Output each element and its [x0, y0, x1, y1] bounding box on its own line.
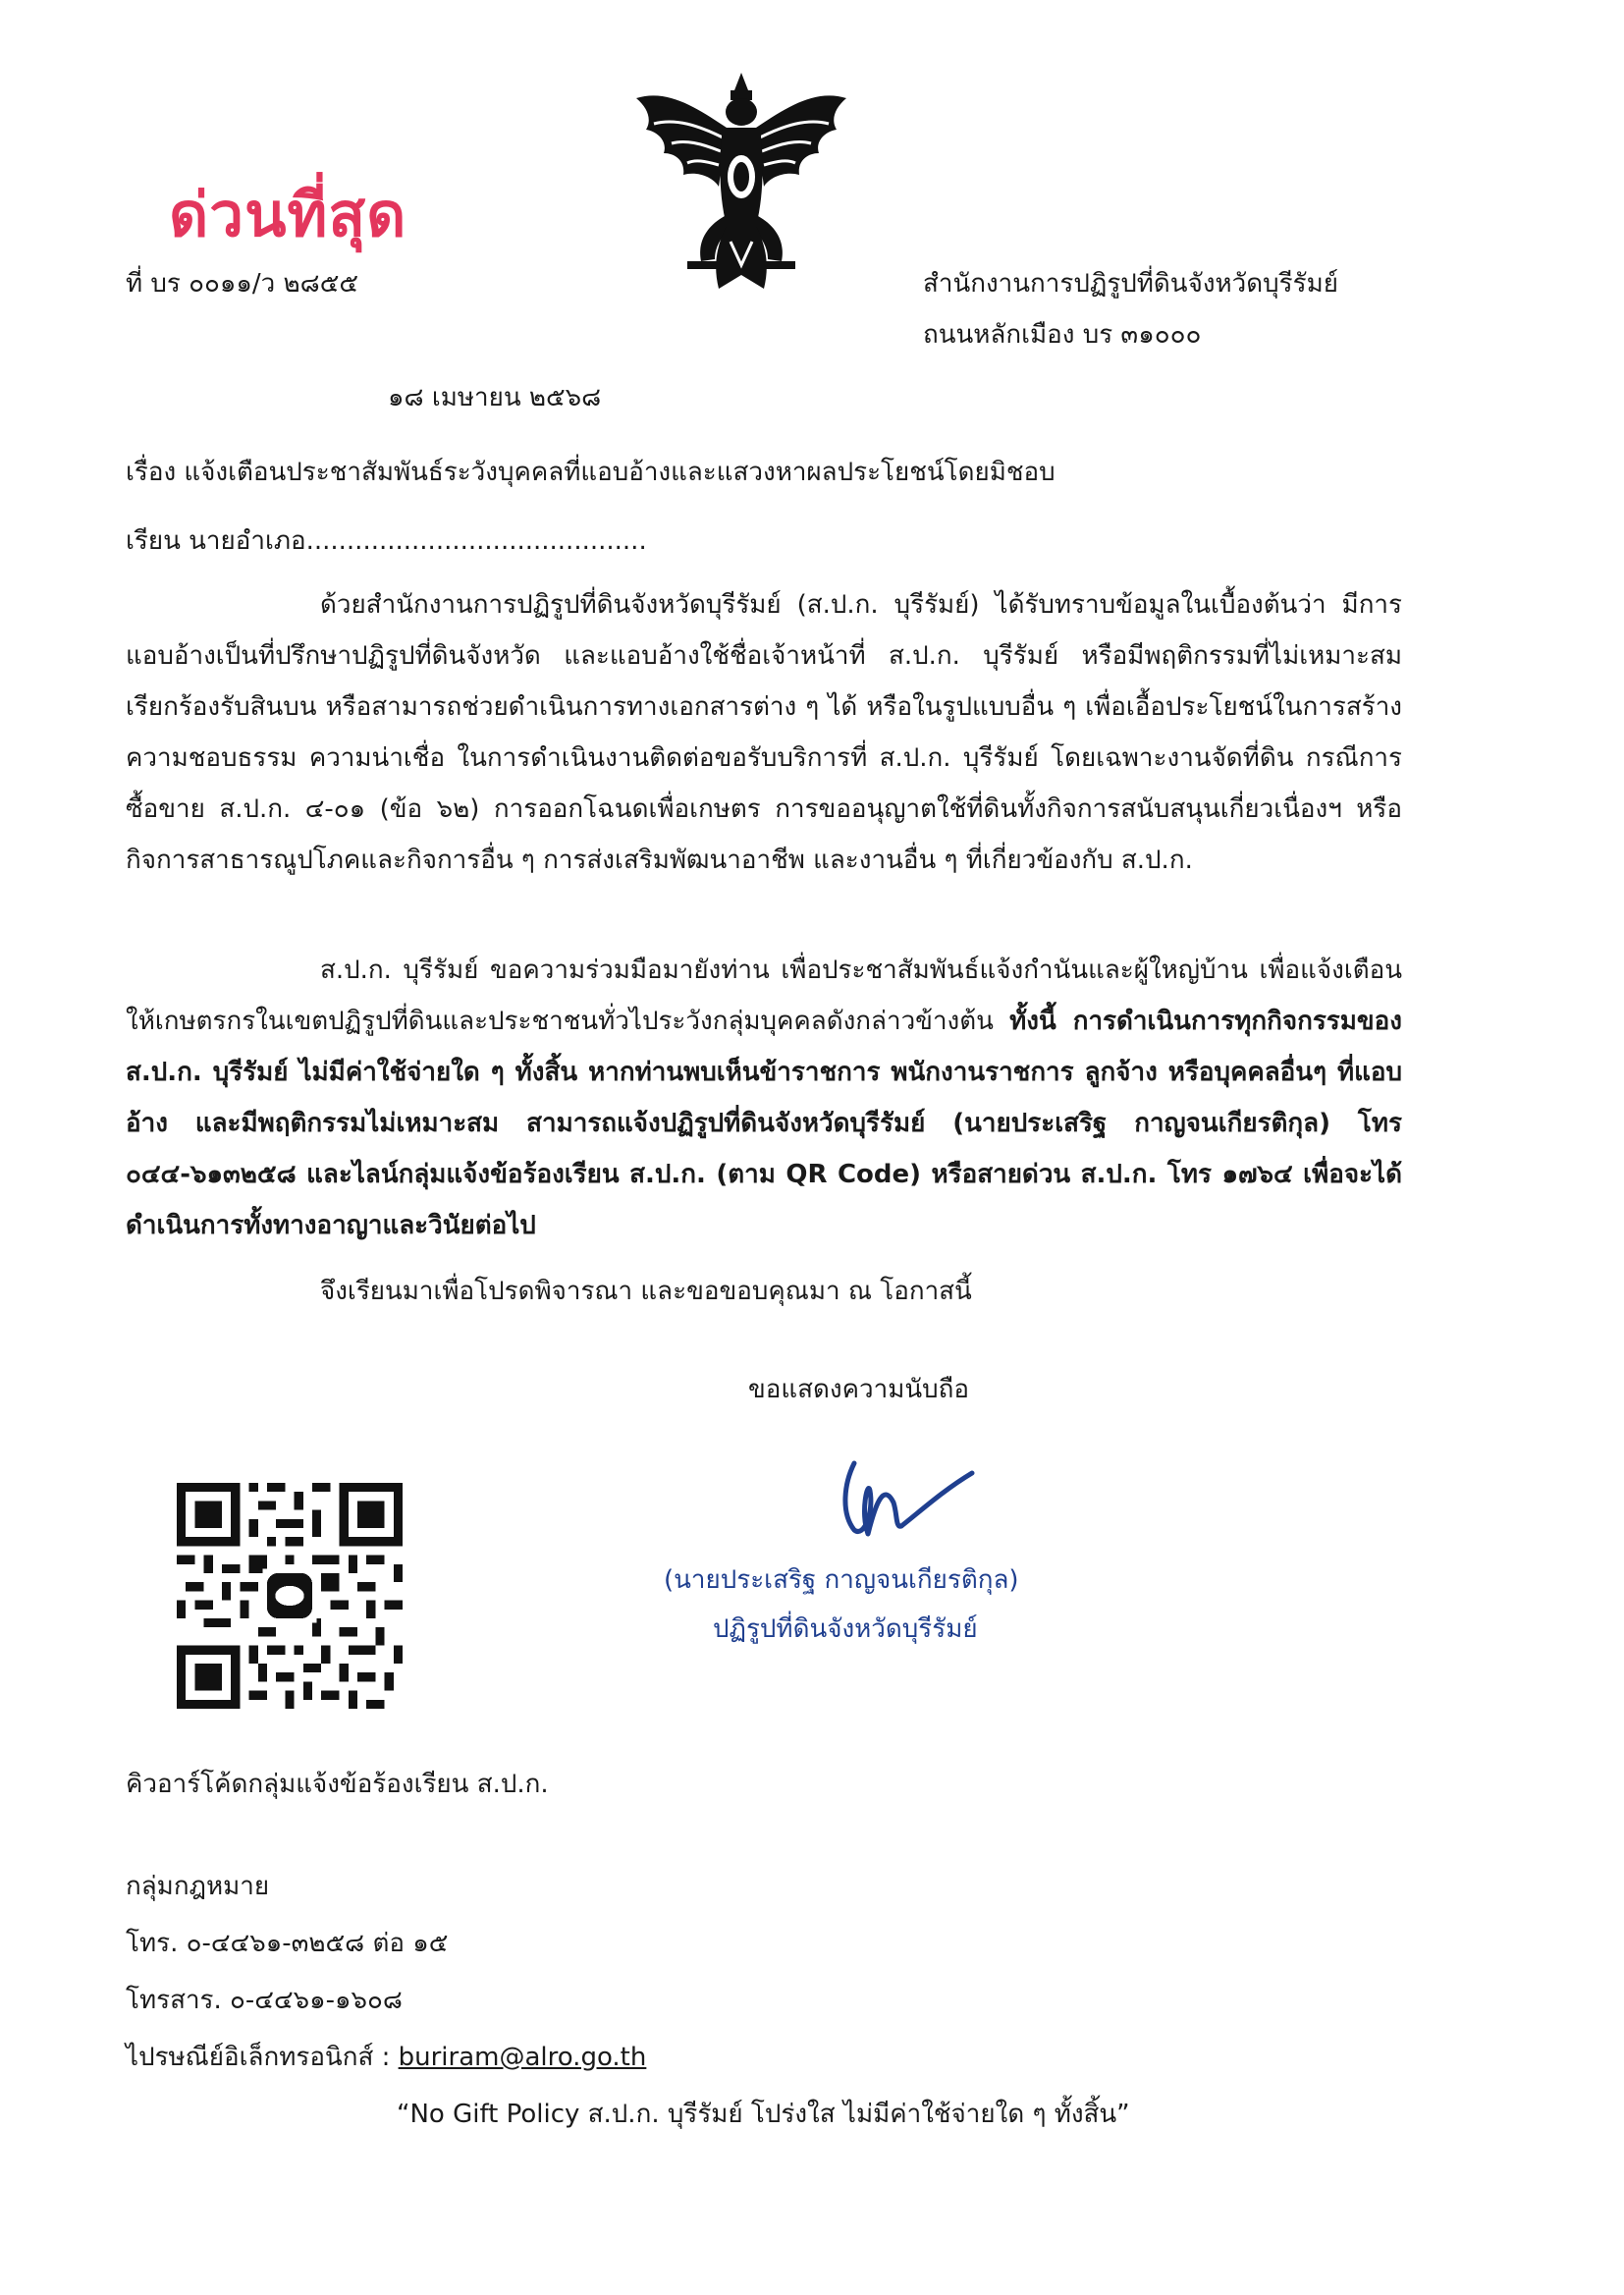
signer-position: ปฏิรูปที่ดินจังหวัดบุรีรัมย์ [713, 1614, 978, 1644]
footer-department: กลุ่มกฎหมาย [126, 1872, 270, 1901]
document-date: ๑๘ เมษายน ๒๕๖๘ [388, 383, 602, 412]
signer-name: (นายประเสริฐ กาญจนเกียรติกุล) [664, 1565, 1019, 1595]
urgent-stamp: ด่วนที่สุด [169, 179, 407, 250]
paragraph-2-bold-text: ทั้งนี้ การดำเนินการทุกกิจกรรมของ ส.ป.ก. บุรีรัมย์ ไม่มีค่าใช้จ่ายใด ๆ ทั้งสิ้น หากท่านพบเห็นข้าราชการ พนักงานราชการ ลูกจ้าง หรือบุคคลอื่นๆ ที่แอบอ้าง และมีพฤติกรรมไม่เหมาะสม สามารถแจ้งปฏิรูปที่ดินจังหวัดบุรีรัมย์ (นายประเสริฐ กาญจนเกียรติกุล) โทร ๐๔๔-๖๑๓๒๕๘ และไลน์กลุ่มแจ้งข้อร้องเรียน ส.ป.ก. (ตาม QR Code) หรือสายด่วน ส.ป.ก. โทร ๑๗๖๔ เพื่อจะได้ดำเนินการทั้งทางอาญาและวินัยต่อไป [126, 1007, 1402, 1240]
no-gift-policy: “No Gift Policy ส.ป.ก. บุรีรัมย์ โปร่งใส ไม่มีค่าใช้จ่ายใด ๆ ทั้งสิ้น” [397, 2100, 1130, 2129]
qr-caption: คิวอาร์โค้ดกลุ่มแจ้งข้อร้องเรียน ส.ป.ก. [126, 1770, 549, 1799]
subject-line: เรื่อง แจ้งเตือนประชาสัมพันธ์ระวังบุคคลที่แอบอ้างและแสวงหาผลประโยชน์โดยมิชอบ [126, 458, 1056, 487]
body-paragraph-3: จึงเรียนมาเพื่อโปรดพิจารณา และขอขอบคุณมา ณ โอกาสนี้ [320, 1277, 972, 1306]
qr-code-icon[interactable] [177, 1483, 403, 1709]
recipient-line: เรียน นายอำเภอ.......................................... [126, 526, 647, 556]
body-paragraph-1 [126, 579, 1402, 886]
email-label: ไปรษณีย์อิเล็กทรอนิกส์ : [126, 2043, 399, 2072]
footer-telephone: โทร. ๐-๔๔๖๑-๓๒๕๘ ต่อ ๑๕ [126, 1929, 449, 1958]
body-paragraph-2 [126, 945, 1402, 1251]
paragraph-2-text: ส.ป.ก. บุรีรัมย์ ขอความร่วมมือมายังท่าน เพื่อประชาสัมพันธ์แจ้งกำนันและผู้ใหญ่บ้าน เพื่อแจ้งเตือนให้เกษตรกรในเขตปฏิรูปที่ดินและประชาชนทั่วไประวังกลุ่มบุคคลดังกล่าวข้างต้น [126, 956, 1402, 1036]
footer-email-row [126, 2039, 646, 2076]
paragraph-1-text: ด้วยสำนักงานการปฏิรูปที่ดินจังหวัดบุรีรัมย์ (ส.ป.ก. บุรีรัมย์) ได้รับทราบข้อมูลในเบื้องต้นว่า มีการแอบอ้างเป็นที่ปรึกษาปฏิรูปที่ดินจังหวัด และแอบอ้างใช้ชื่อเจ้าหน้าที่ ส.ป.ก. บุรีรัมย์ หรือมีพฤติกรรมที่ไม่เหมาะสม เรียกร้องรับสินบน หรือสามารถช่วยดำเนินการทางเอกสารต่าง ๆ ได้ หรือในรูปแบบอื่น ๆ เพื่อเอื้อประโยชน์ในการสร้างความชอบธรรม ความน่าเชื่อ ในการดำเนินงานติดต่อขอรับบริการที่ ส.ป.ก. บุรีรัมย์ โดยเฉพาะงานจัดที่ดิน กรณีการซื้อขาย ส.ป.ก. ๔-๐๑ (ข้อ ๖๒) การออกโฉนดเพื่อเกษตร การขออนุญาตใช้ที่ดินทั้งกิจการสนับสนุนเกี่ยวเนื่องฯ หรือกิจการสาธารณูปโภคและกิจการอื่น ๆ การส่งเสริมพัฒนาอาชีพ และงานอื่น ๆ ที่เกี่ยวข้องกับ ส.ป.ก. [126, 590, 1402, 875]
agency-address: ถนนหลักเมือง บร ๓๑๐๐๐ [923, 320, 1202, 350]
document-number: ที่ บร ๐๐๑๑/ว ๒๘๕๕ [126, 269, 359, 299]
handwritten-signature [825, 1444, 982, 1552]
email-link[interactable]: buriram@alro.go.th [398, 2043, 647, 2072]
footer-fax: โทรสาร. ๐-๔๔๖๑-๑๖๐๘ [126, 1986, 403, 2015]
garuda-emblem-icon [628, 69, 854, 295]
agency-name: สำนักงานการปฏิรูปที่ดินจังหวัดบุรีรัมย์ [923, 269, 1338, 299]
closing-salutation: ขอแสดงความนับถือ [748, 1375, 969, 1404]
